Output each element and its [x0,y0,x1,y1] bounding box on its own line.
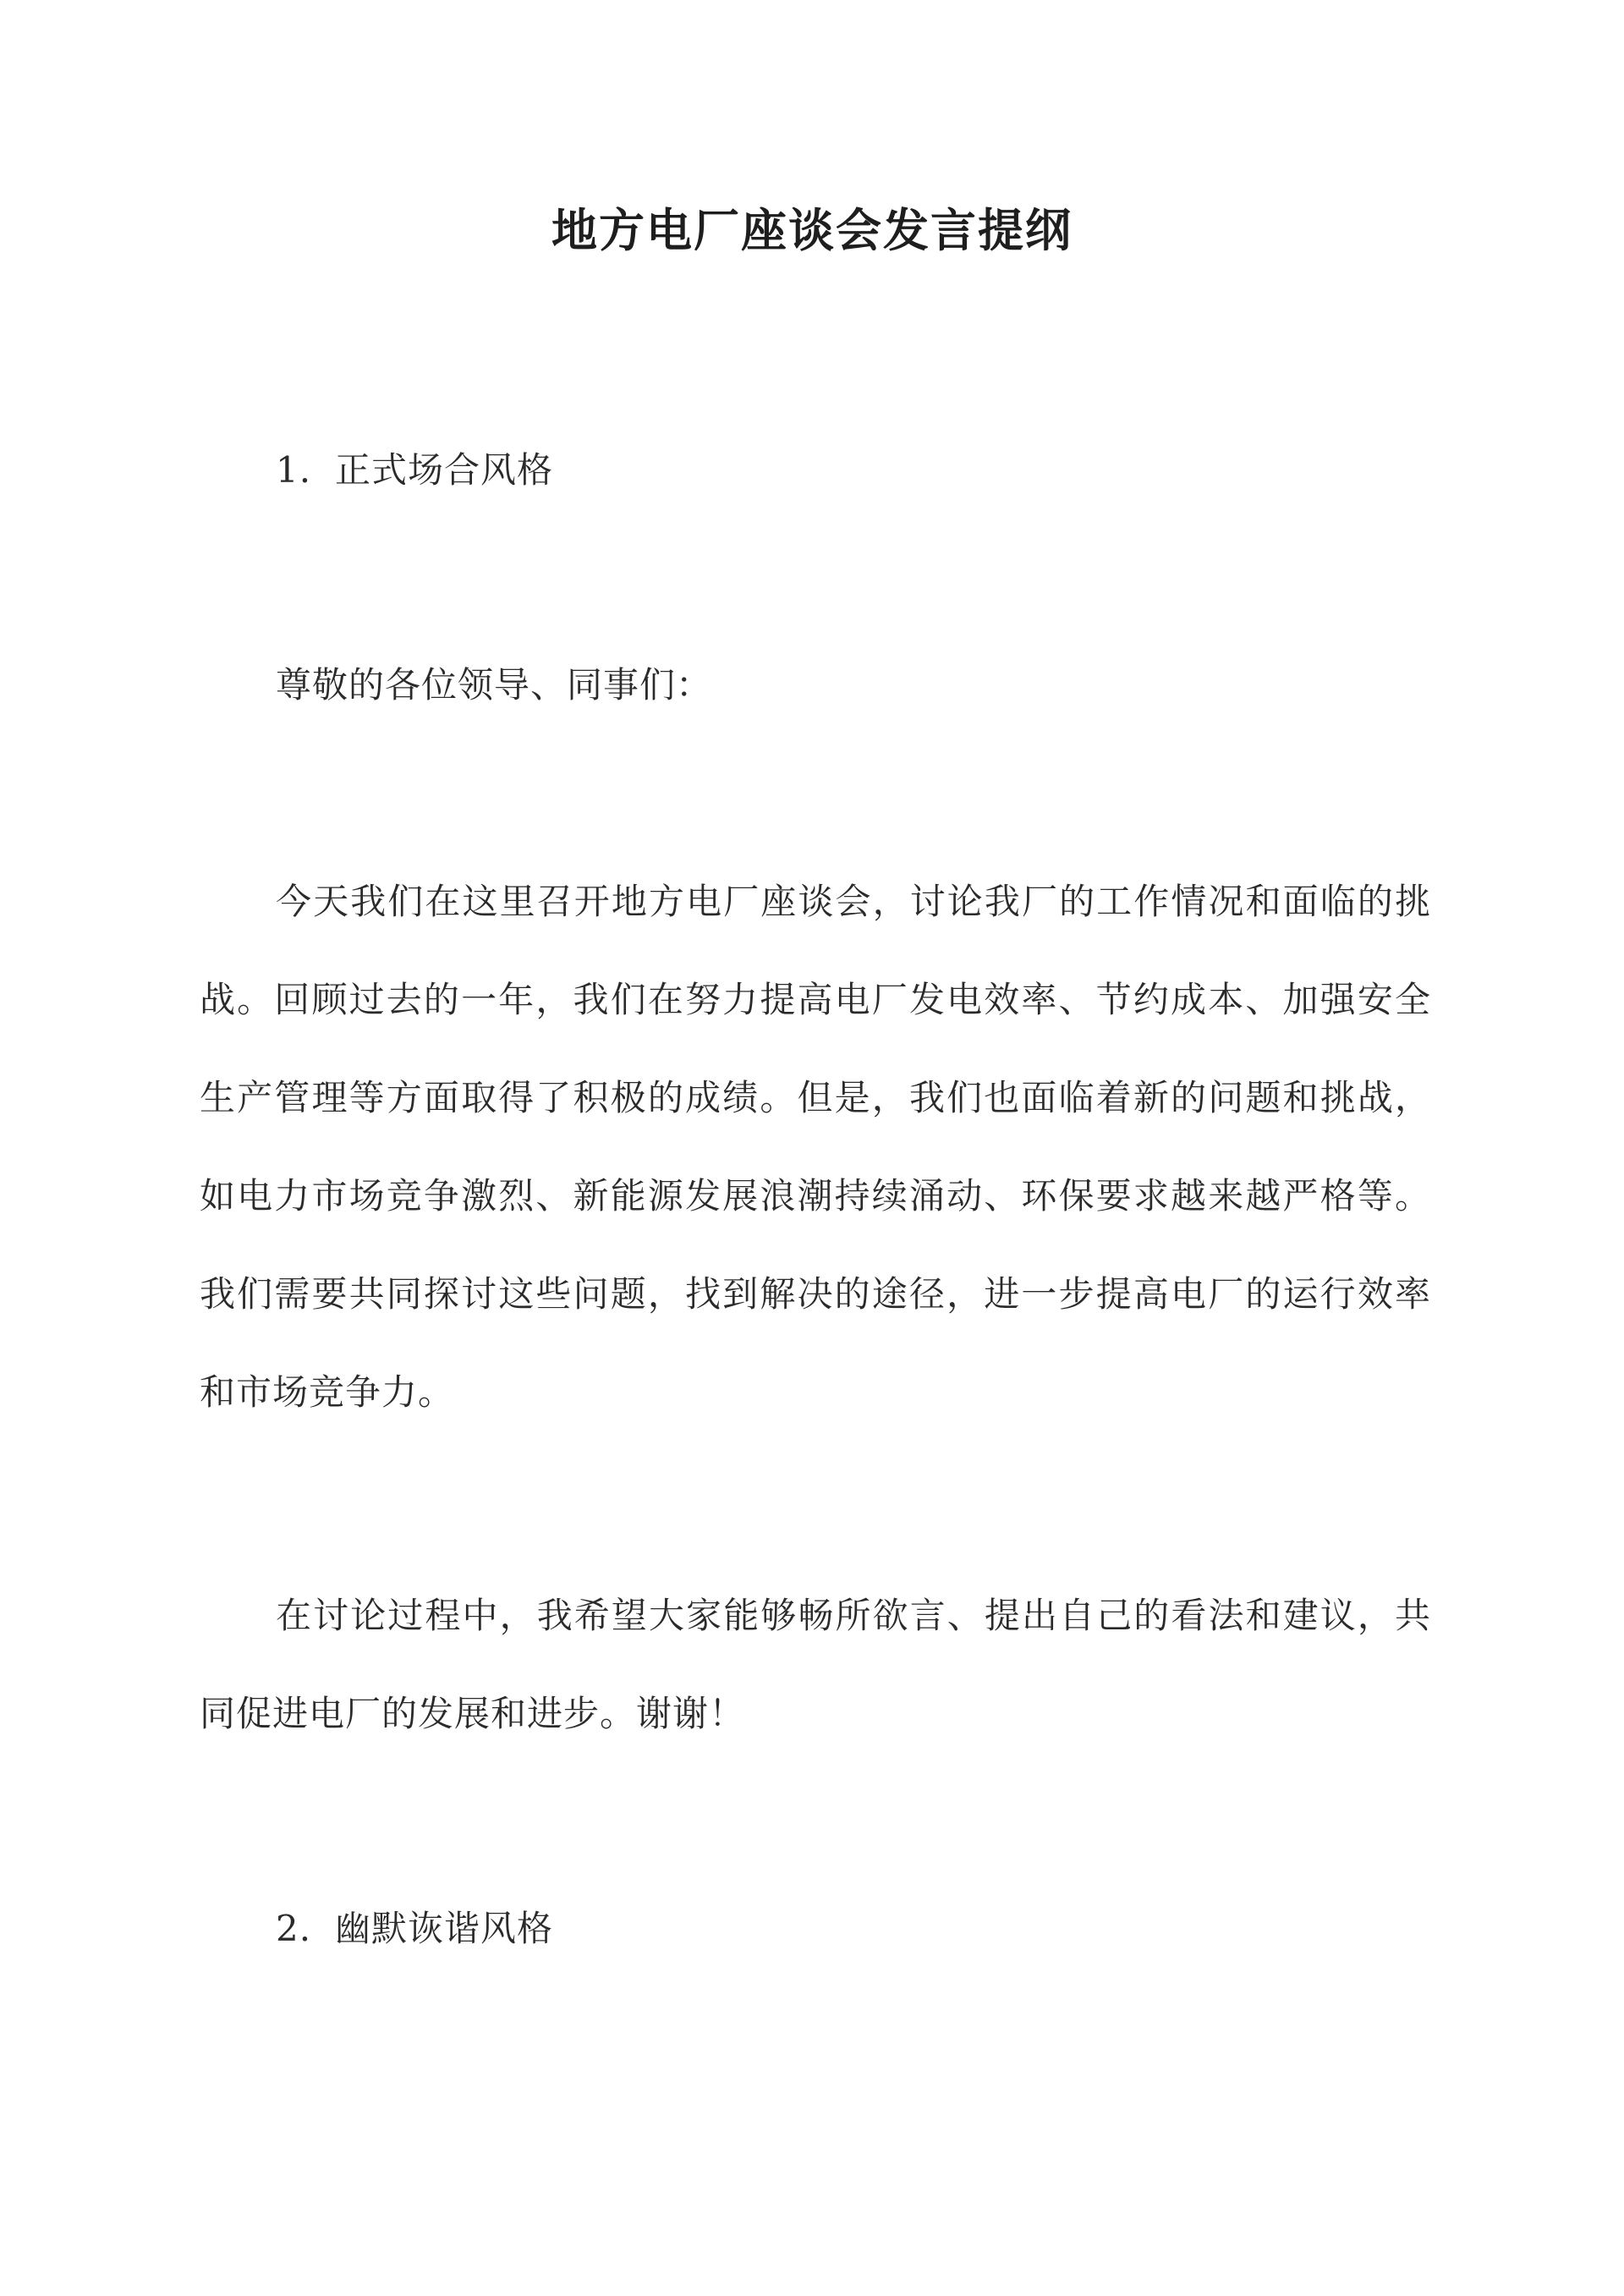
document-title: 地方电厂座谈会发言提纲 [551,203,1073,257]
section-number: 2. [276,1908,312,1949]
section-heading-1 [276,421,553,519]
body-paragraph-2: 在讨论过程中，我希望大家能够畅所欲言、提出自己的看法和建议，共同促进电厂的发展和进步。谢谢！ [200,1595,1431,1734]
section-heading-text: 幽默诙谐风格 [335,1908,554,1949]
section-heading-text: 正式场合风格 [335,449,554,491]
section-heading-2 [276,1880,553,1978]
section-number: 1. [276,449,312,491]
salutation: 尊敬的各位领导、同事们： [276,664,713,706]
body-paragraph-1: 今天我们在这里召开地方电厂座谈会，讨论我厂的工作情况和面临的挑战。回顾过去的一年，我们在努力提高电厂发电效率、节约成本、加强安全生产管理等方面取得了积极的成绩。但是，我们也面临着新的问题和挑战，如电力市场竞争激烈、新能源发展浪潮持续涌动、环保要求越来越严格等。我们需要共同探讨这些问题，找到解决的途径，进一步提高电厂的运行效率和市场竞争力。 [200,881,1431,1413]
